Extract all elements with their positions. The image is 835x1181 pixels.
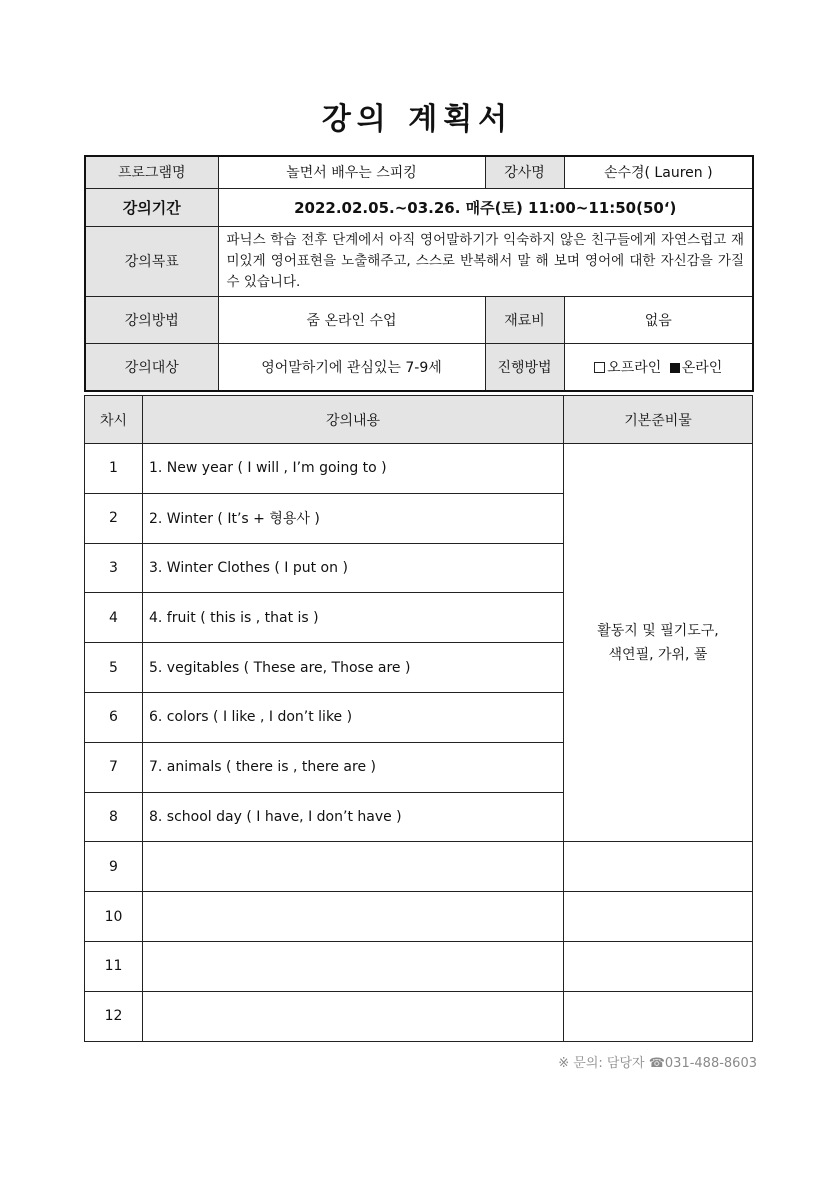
materials-empty-cell [564, 842, 753, 892]
period-label: 강의기간 [85, 188, 218, 226]
target-label: 강의대상 [85, 343, 218, 391]
session-content [143, 941, 564, 991]
period-value: 2022.02.05.~03.26. 매주(토) 11:00~11:50(50‘) [218, 188, 753, 226]
session-content: 1. New year ( I will , I’m going to ) [143, 444, 564, 494]
session-number: 11 [85, 941, 143, 991]
instructor-label: 강사명 [485, 156, 564, 188]
schedule-table [84, 395, 753, 1042]
online-label: 온라인 [681, 359, 723, 376]
session-number: 1 [85, 444, 143, 494]
mode-label: 진행방법 [485, 343, 564, 391]
materials-empty-cell [564, 941, 753, 991]
session-number: 7 [85, 742, 143, 792]
session-number: 4 [85, 593, 143, 643]
table-row [85, 842, 753, 892]
session-number: 5 [85, 643, 143, 693]
instructor-value: 손수경( Lauren ) [564, 156, 753, 188]
contact-footer: ※ 문의: 담당자 ☎031-488-8603 [558, 1056, 757, 1071]
fee-value: 없음 [564, 296, 753, 343]
session-number: 10 [85, 892, 143, 942]
page-title: 강의 계획서 [321, 102, 514, 137]
session-number: 8 [85, 792, 143, 842]
session-content [143, 892, 564, 942]
fee-label: 재료비 [485, 296, 564, 343]
session-content: 7. animals ( there is , there are ) [143, 742, 564, 792]
offline-label: 오프라인 [607, 359, 662, 376]
session-content: 3. Winter Clothes ( I put on ) [143, 543, 564, 593]
offline-checkbox[interactable] [594, 362, 605, 373]
header-content: 강의내용 [143, 396, 564, 444]
goal-value: 파닉스 학습 전후 단계에서 아직 영어말하기가 익숙하지 않은 친구들에게 자연스럽고 재미있게 영어표현을 노출해주고, 스스로 반복해서 말 해 보며 영어에 대한 자신감을 가질 수 있습니다. [218, 226, 753, 296]
mode-value [564, 343, 753, 391]
goal-label: 강의목표 [85, 226, 218, 296]
session-number: 3 [85, 543, 143, 593]
materials-empty-cell [564, 892, 753, 942]
program-value: 놀면서 배우는 스피킹 [218, 156, 485, 188]
session-number: 2 [85, 493, 143, 543]
table-row [85, 941, 753, 991]
materials-empty-cell [564, 991, 753, 1041]
session-content: 6. colors ( I like , I don’t like ) [143, 692, 564, 742]
table-row [85, 892, 753, 942]
method-label: 강의방법 [85, 296, 218, 343]
session-content [143, 842, 564, 892]
materials-cell: 활동지 및 필기도구, 색연필, 가위, 풀 [564, 444, 753, 842]
session-number: 9 [85, 842, 143, 892]
online-checkbox[interactable] [670, 363, 680, 373]
target-value: 영어말하기에 관심있는 7-9세 [218, 343, 485, 391]
session-content [143, 991, 564, 1041]
session-content: 4. fruit ( this is , that is ) [143, 593, 564, 643]
program-label: 프로그램명 [85, 156, 218, 188]
session-number: 12 [85, 991, 143, 1041]
info-table [84, 155, 754, 392]
table-row [85, 991, 753, 1041]
header-materials: 기본준비물 [564, 396, 753, 444]
session-content: 8. school day ( I have, I don’t have ) [143, 792, 564, 842]
table-row [85, 444, 753, 494]
header-session: 차시 [85, 396, 143, 444]
session-number: 6 [85, 692, 143, 742]
session-content: 5. vegitables ( These are, Those are ) [143, 643, 564, 693]
session-content: 2. Winter ( It’s + 형용사 ) [143, 493, 564, 543]
method-value: 줌 온라인 수업 [218, 296, 485, 343]
